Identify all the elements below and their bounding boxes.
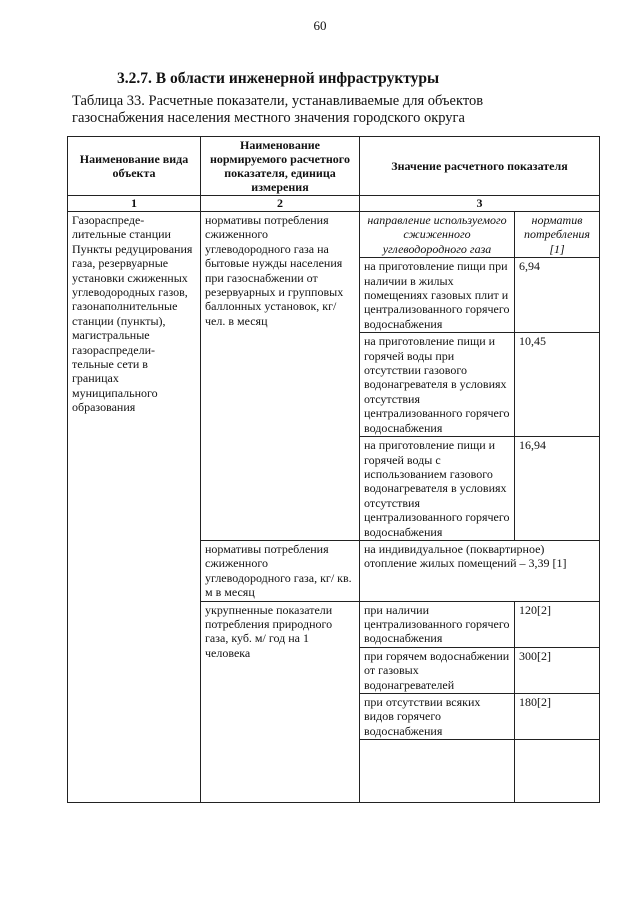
direction-cell: при горячем водоснабжении от газовых водонагревателей <box>360 647 515 693</box>
subheader-norm: норматив потребления [1] <box>515 212 600 258</box>
full-value-cell: на индивидуальное (поквартирное) отопление жилых помещений – 3,39 [1] <box>360 540 600 601</box>
column-number: 3 <box>360 196 600 212</box>
column-number-row <box>68 196 600 212</box>
value-cell: 6,94 <box>515 258 600 333</box>
norms-table <box>67 136 600 803</box>
table-caption: Таблица 33. Расчетные показатели, устанавливаемые для объектов газоснабжения населения местного значения городского округа <box>72 93 484 126</box>
page-number: 60 <box>313 18 327 33</box>
direction-cell: на приготовление пищи при наличии в жилых помещениях газовых плит и централизованного горячего водоснабжения <box>360 258 515 333</box>
object-name-cell: Газораспреде-лительные станции Пункты редуцирования газа, резервуарные установки сжиженных углеводородных газов, газонаполнительные станции (пункты), магистральные газораспредели-тельные сети в границах муниципального образования <box>68 212 201 803</box>
indicator-cell: нормативы потребления сжиженного углеводородного газа на бытовые нужды населения при газоснабжении от резервуарных и групповых баллонных установок, кг/ чел. в месяц <box>201 212 360 541</box>
header-indicator-name: Наименование нормируемого расчетного показателя, единица измерения <box>201 137 360 196</box>
direction-cell: при наличии централизованного горячего водоснабжения <box>360 601 515 647</box>
table-header-row <box>68 137 600 196</box>
header-object-type: Наименование вида объекта <box>68 137 201 196</box>
direction-cell: на приготовление пищи и горячей воды с использованием газового водонагревателя в условиях отсутствия централизованного горячего водоснабжения <box>360 437 515 541</box>
header-indicator-value: Значение расчетного показателя <box>360 137 600 196</box>
direction-cell: на приготовление пищи и горячей воды при отсутствии газового водонагревателя в условиях отсутствия централизованного горячего водоснабжения <box>360 333 515 437</box>
indicator-cell: нормативы потребления сжиженного углеводородного газа, кг/ кв. м в месяц <box>201 540 360 601</box>
empty-cell <box>360 740 515 803</box>
section-title: 3.2.7. В области инженерной инфраструктуры <box>117 70 440 87</box>
value-cell: 16,94 <box>515 437 600 541</box>
value-cell: 300[2] <box>515 647 600 693</box>
column-number: 2 <box>201 196 360 212</box>
table-row <box>68 212 600 258</box>
empty-cell <box>515 740 600 803</box>
value-cell: 120[2] <box>515 601 600 647</box>
direction-cell: при отсутствии всяких видов горячего водоснабжения <box>360 694 515 740</box>
value-cell: 180[2] <box>515 694 600 740</box>
subheader-direction: направление используемого сжиженного углеводородного газа <box>360 212 515 258</box>
indicator-cell: укрупненные показатели потребления природного газа, куб. м/ год на 1 человека <box>201 601 360 803</box>
column-number: 1 <box>68 196 201 212</box>
value-cell: 10,45 <box>515 333 600 437</box>
